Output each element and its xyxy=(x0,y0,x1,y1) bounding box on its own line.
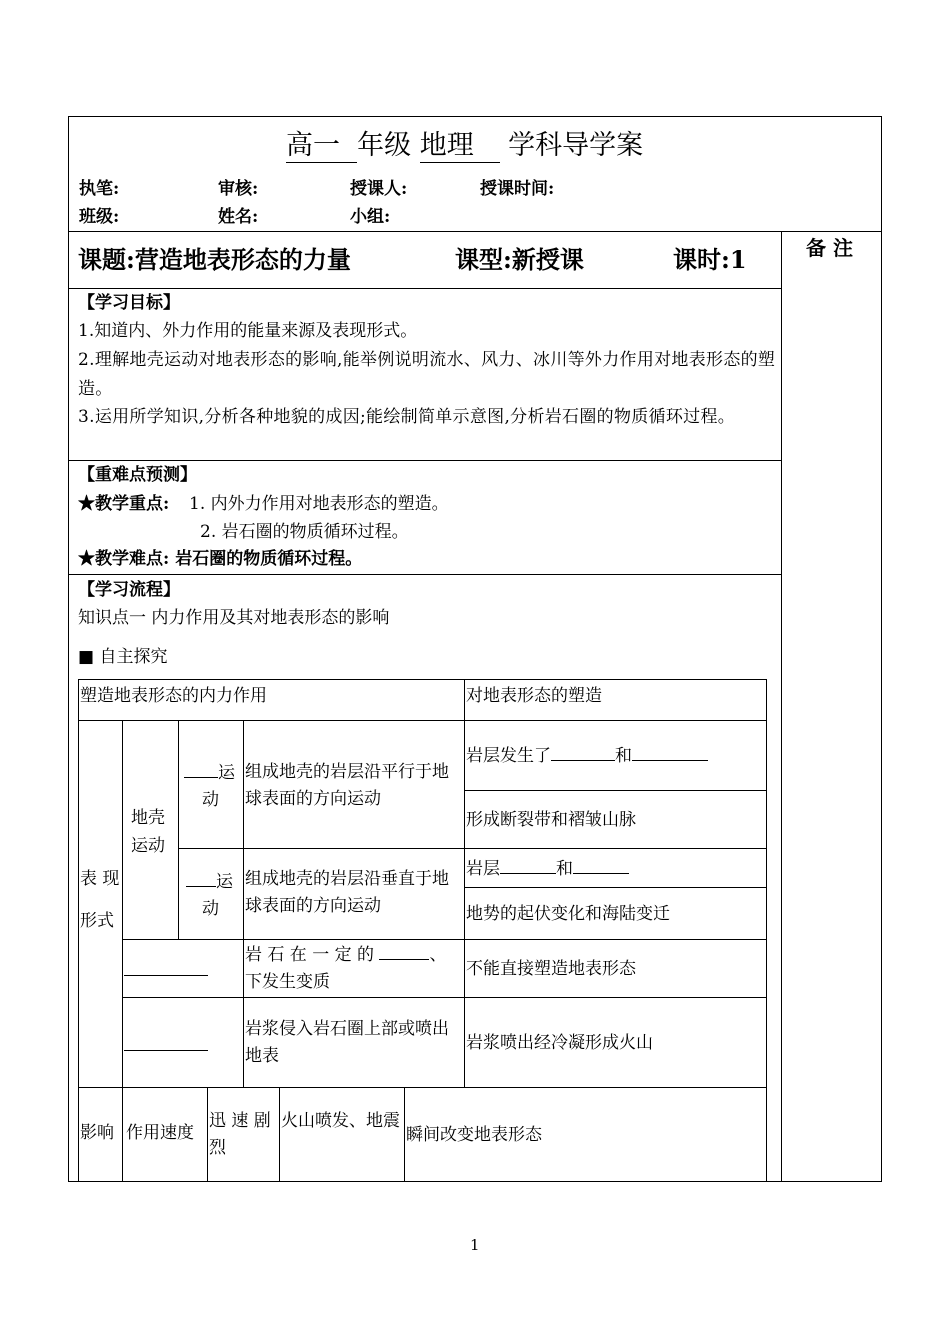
form-col-divider xyxy=(122,720,123,1087)
focus-item-2: 2. 岩石圈的物质循环过程。 xyxy=(200,522,409,542)
horizontal-motion-blank: 运 xyxy=(184,760,235,786)
magma-desc: 岩浆侵入岩石圈上部或喷出地表 xyxy=(245,1019,449,1066)
difficulty-item: ★教学难点: 岩石圈的物质循环过程。 xyxy=(78,549,363,569)
class-label: 班级: xyxy=(79,207,120,227)
name-label: 姓名: xyxy=(218,207,259,227)
speed-label: 作用速度 xyxy=(126,1123,194,1143)
knowledge-point-1: 知识点一 内力作用及其对地表形态的影响 xyxy=(78,608,390,628)
vertical-effect-1: 岩层 和 xyxy=(466,856,629,882)
speed-value: 迅 速 剧烈 xyxy=(209,1111,271,1158)
page-title: 高一 年级 地理 学科导学案 xyxy=(286,130,644,161)
vertical-motion-desc: 组成地壳的岩层沿垂直于地球表面的方向运动 xyxy=(245,869,449,916)
inner-table-right xyxy=(766,679,767,1181)
metamorphism-name-blank xyxy=(124,958,208,984)
objective-item: 2.理解地壳运动对地表形态的影响,能举例说明流水、风力、冰川等外力作用对地表形态的塑造。 xyxy=(78,350,776,399)
speed-example: 火山喷发、地震 xyxy=(281,1111,400,1131)
objectives-heading: 【学习目标】 xyxy=(78,293,180,313)
remark-heading: 备 注 xyxy=(806,236,853,260)
row-h-v-divider xyxy=(178,848,766,849)
vertical-motion-blank: 运 xyxy=(186,869,233,895)
row-magma-bottom xyxy=(78,1087,766,1088)
objective-item: 1.知道内、外力作用的能量来源及表现形式。 xyxy=(78,321,418,341)
crust-label-line1: 地壳 xyxy=(131,808,165,828)
table-head-effect: 对地表形态的塑造 xyxy=(466,686,602,706)
outer-top-border xyxy=(68,116,882,117)
horizontal-motion-line2: 动 xyxy=(202,790,219,810)
metamorphism-desc-line1: 岩 石 在 一 定 的 、 xyxy=(245,945,447,965)
speed-effect: 瞬间改变地表形态 xyxy=(406,1125,542,1145)
row-meta-magma-divider xyxy=(122,997,766,998)
row-v-meta-divider xyxy=(122,939,766,940)
inner-table-left xyxy=(78,679,79,1181)
speed-label-divider xyxy=(207,1087,208,1181)
row-v-effect-divider xyxy=(464,887,766,888)
metamorphism-effect: 不能直接塑造地表形态 xyxy=(466,959,636,979)
process-heading: 【学习流程】 xyxy=(78,580,180,600)
table-head-inner-force: 塑造地表形态的内力作用 xyxy=(80,686,267,706)
motion-col-divider xyxy=(243,720,244,1087)
row-h-effect-divider xyxy=(464,790,766,791)
vertical-effect-2: 地势的起伏变化和海陆变迁 xyxy=(466,904,670,924)
reviewer-label: 审核: xyxy=(218,179,259,199)
inner-table-top xyxy=(78,679,766,680)
magma-name-blank xyxy=(124,1033,208,1059)
focus-label: ★教学重点: xyxy=(78,494,170,514)
horizontal-motion-desc: 组成地壳的岩层沿平行于地球表面的方向运动 xyxy=(245,762,449,809)
horizontal-effect-1: 岩层发生了 和 xyxy=(466,743,708,769)
crust-col-divider xyxy=(178,720,179,940)
metamorphism-desc-line2: 下发生变质 xyxy=(245,972,330,992)
group-label: 小组: xyxy=(350,207,391,227)
crust-label-line2: 运动 xyxy=(131,836,165,856)
time-label: 授课时间: xyxy=(480,179,555,199)
teacher-label: 授课人: xyxy=(350,179,408,199)
topic-bottom-border xyxy=(68,288,782,289)
lesson-period: 课时:1 xyxy=(673,245,747,274)
keypoints-bottom-border xyxy=(68,574,782,575)
header-bottom-border xyxy=(68,231,882,232)
influence-col-divider xyxy=(122,1087,123,1181)
outer-right-border xyxy=(881,116,882,1182)
remark-column-border xyxy=(781,231,782,1182)
keypoints-heading: 【重难点预测】 xyxy=(78,465,197,485)
speed-value-divider xyxy=(279,1087,280,1181)
form-label-line2: 形式 xyxy=(80,911,114,931)
lesson-type: 课型:新授课 xyxy=(455,245,584,274)
influence-label: 影响 xyxy=(80,1123,114,1143)
outer-left-border xyxy=(68,116,69,1182)
objectives-bottom-border xyxy=(68,460,782,461)
writer-label: 执笔: xyxy=(79,179,120,199)
topic-title: 课题:营造地表形态的力量 xyxy=(78,245,351,274)
form-label-line1: 表 现 xyxy=(80,869,120,889)
magma-effect: 岩浆喷出经冷凝形成火山 xyxy=(466,1033,653,1053)
self-study-heading: ■ 自主探究 xyxy=(78,647,168,667)
vertical-motion-line2: 动 xyxy=(202,899,219,919)
objective-item: 3.运用所学知识,分析各种地貌的成因;能绘制简单示意图,分析岩石圈的物质循环过程。 xyxy=(78,407,736,427)
horizontal-effect-2: 形成断裂带和褶皱山脉 xyxy=(466,810,636,830)
page-number: 1 xyxy=(470,1236,480,1254)
outer-bottom-border xyxy=(68,1181,882,1182)
focus-item-1: 1. 内外力作用对地表形态的塑造。 xyxy=(189,494,449,514)
inner-header-bottom xyxy=(78,720,766,721)
